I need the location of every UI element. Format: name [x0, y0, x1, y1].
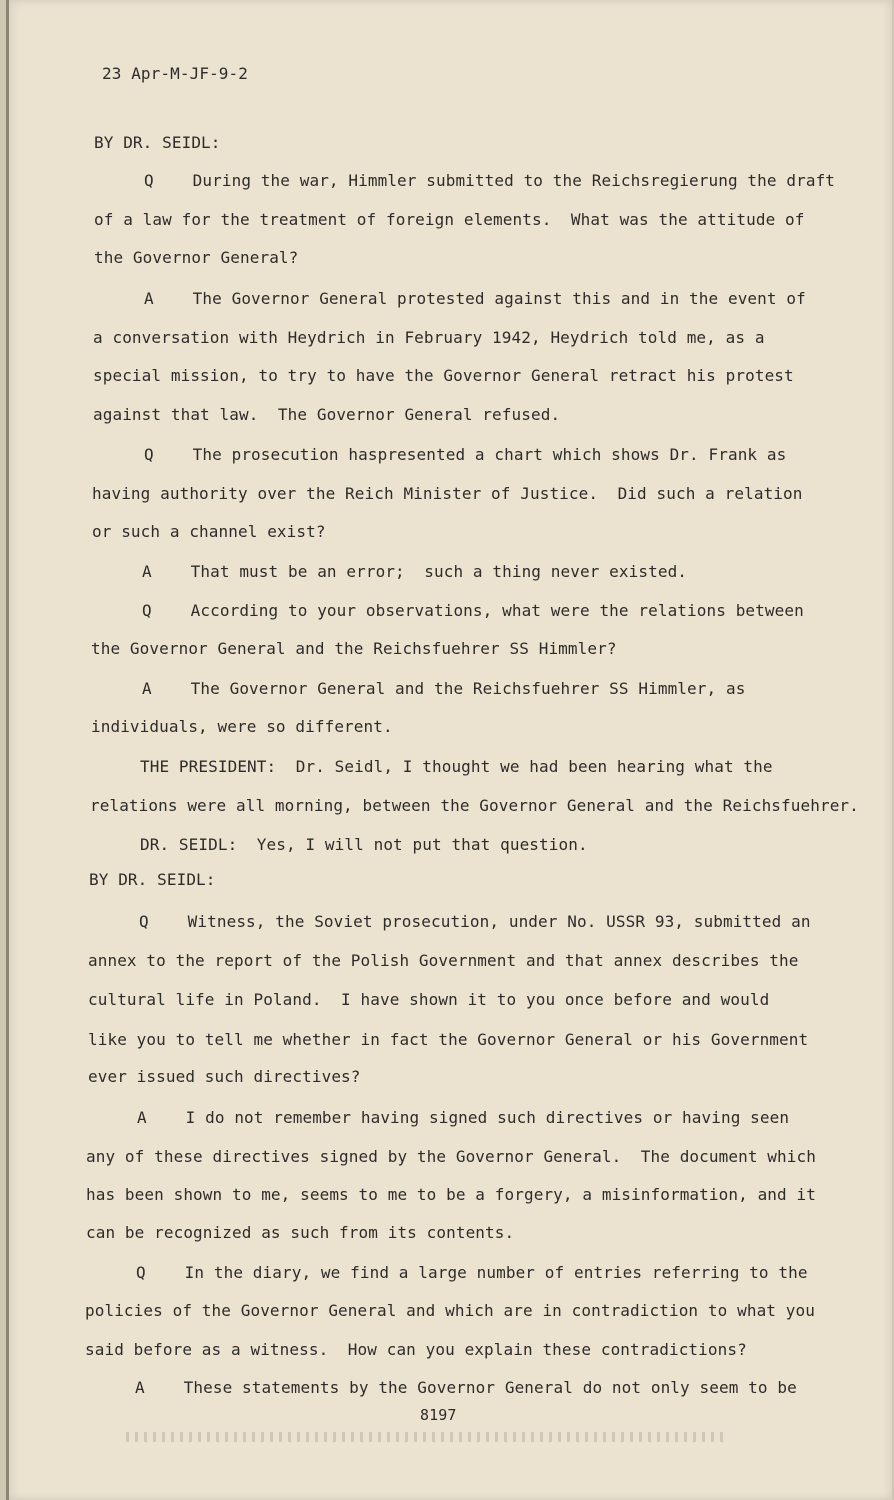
transcript-line: annex to the report of the Polish Government and that annex describes the [88, 951, 799, 970]
page-number: 8197 [420, 1406, 457, 1424]
transcript-line: a conversation with Heydrich in February 1942, Heydrich told me, as a [93, 328, 765, 347]
transcript-line: Q The prosecution haspresented a chart which shows Dr. Frank as [144, 445, 787, 464]
transcript-line: A The Governor General and the Reichsfuehrer SS Himmler, as [142, 679, 746, 698]
transcript-line: THE PRESIDENT: Dr. Seidl, I thought we had been hearing what the [140, 757, 773, 776]
transcript-line: Q Witness, the Soviet prosecution, under No. USSR 93, submitted an [139, 912, 811, 931]
transcript-line: or such a channel exist? [92, 522, 326, 541]
transcript-line: the Governor General and the Reichsfuehrer SS Himmler? [91, 639, 617, 658]
transcript-line: BY DR. SEIDL: [89, 870, 216, 889]
transcript-line: cultural life in Poland. I have shown it to you once before and would [88, 990, 770, 1009]
transcript-line: Q During the war, Himmler submitted to the Reichsregierung the draft [144, 171, 836, 190]
transcript-line: A These statements by the Governor General do not only seem to be [135, 1378, 797, 1397]
transcript-line: the Governor General? [94, 248, 299, 267]
transcript-line: special mission, to try to have the Governor General retract his protest [93, 366, 794, 385]
transcript-line: having authority over the Reich Minister of Justice. Did such a relation [92, 484, 803, 503]
transcript-line: of a law for the treatment of foreign elements. What was the attitude of [94, 210, 805, 229]
transcript-line: BY DR. SEIDL: [94, 133, 221, 152]
transcript-line: like you to tell me whether in fact the Governor General or his Government [88, 1030, 809, 1049]
document-page [6, 0, 892, 1500]
transcript-line: relations were all morning, between the Governor General and the Reichsfuehrer. [90, 796, 859, 815]
transcript-line: against that law. The Governor General refused. [93, 405, 561, 424]
transcript-line: Q In the diary, we find a large number of entries referring to the [136, 1263, 808, 1282]
document-header: 23 Apr-M-JF-9-2 [102, 64, 248, 83]
transcript-line: individuals, were so different. [91, 717, 393, 736]
transcript-line: policies of the Governor General and which are in contradiction to what you [85, 1301, 815, 1320]
transcript-line: A That must be an error; such a thing never existed. [142, 562, 688, 581]
transcript-line: A I do not remember having signed such directives or having seen [137, 1108, 790, 1127]
ink-smudge [126, 1432, 726, 1442]
transcript-line: ever issued such directives? [88, 1067, 361, 1086]
transcript-line: Q According to your observations, what were the relations between [142, 601, 804, 620]
transcript-line: A The Governor General protested against this and in the event of [144, 289, 806, 308]
transcript-line: any of these directives signed by the Governor General. The document which [86, 1147, 816, 1166]
transcript-line: DR. SEIDL: Yes, I will not put that question. [140, 835, 588, 854]
transcript-line: said before as a witness. How can you explain these contradictions? [85, 1340, 747, 1359]
transcript-line: has been shown to me, seems to me to be a forgery, a misinformation, and it [86, 1185, 816, 1204]
transcript-line: can be recognized as such from its contents. [86, 1223, 515, 1242]
